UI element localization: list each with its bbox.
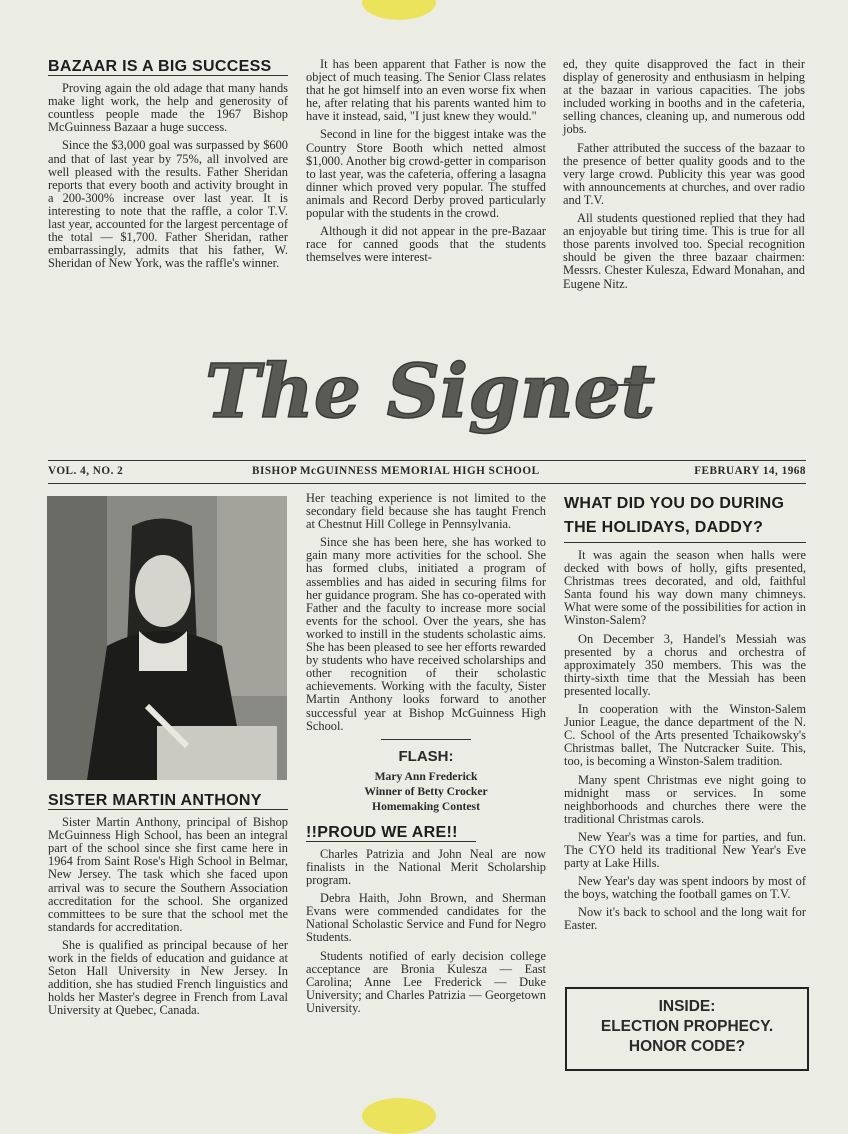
bazaar-headline: BAZAAR IS A BIG SUCCESS [48,60,288,76]
holidays-headline-line2: THE HOLIDAYS, DADDY? [564,516,806,543]
holidays-paragraph: Now it's back to school and the long wait for Easter. [564,905,806,933]
holidays-paragraph: Many spent Christmas eve night going to midnight mass or services. In some neighborhoods and churches there were the traditional Christmas carols. [564,772,806,826]
holidays-headline-line1: WHAT DID YOU DO DURING [564,495,785,512]
bazaar-paragraph: Since the $3,000 goal was surpassed by $600 and that of last year by 75%, all involved are well pleased with the results. Father Sheridan reports that every booth and activity brought in a 200-300% increase over last year. It is interesting to note that the raffle, a color T.V. last year, accounted for the largest percentage of the total — $1,700. Father Sheridan, rather embarrassingly, admits that his father, W. Sheridan of New York, was the raffle's winner. [48,138,288,271]
proud-paragraph: Students notified of early decision college acceptance are Bronia Kulesza — East Carolina; Anne Lee Frederick — Duke University; and Charles Patrizia — Georgetown University. [306,948,546,1015]
sister-column-1 [48,794,288,1023]
sister-paragraph: She is qualified as principal because of her work in the fields of education and guidance at Seton Hall University in New Jersey. In addition, she has studied French linguistics and holds her Master's degree in French from Laval University at Quebec, Canada. [48,937,288,1018]
sister-paragraph: Sister Martin Anthony, principal of Bishop McGuinness High School, has been an integral part of the school since she first came here in 1964 from Saint Rose's High School in Belmar, New Jersey. The task which she faced upon arrival was to secure the Southern Association accreditation for the school. She organized committees to be sure that the school met the standards for accreditation. [48,815,288,934]
bazaar-paragraph: Although it did not appear in the pre-Bazaar race for canned goods that the students themselves were interest- [306,224,546,265]
inside-item: HONOR CODE? [628,1038,746,1055]
bazaar-column-1 [48,60,288,275]
masthead-title: The Signet [204,349,656,435]
divider [381,739,471,740]
bazaar-paragraph: ed, they quite disapproved the fact in their display of generosity and enthusiasm in helping at the bazaar in various capacities. The jobs included working in booths and in the cafeteria, selling chances, cleaning up, and numerous odd jobs. [563,57,805,137]
holidays-paragraph: On December 3, Handel's Messiah was presented by a chorus and orchestra of approximately 350 members. This was the thirty-sixth time that the Messiah has been presented locally. [564,631,806,698]
masthead-logo [200,345,660,445]
holidays-paragraph: New Year's day was spent indoors by most of the boys, watching the football games on T.V. [564,874,806,902]
flash-line: Mary Ann Frederick [374,769,478,783]
bazaar-paragraph: Proving again the old adage that many hands make light work, the help and generosity of countless people made the 1967 Bishop McGuinness Bazaar a huge success. [48,81,288,135]
bazaar-paragraph: Father attributed the success of the bazaar to the presence of better quality goods and to the very large crowd. Publicity this year was good with announcements at churches, and over radio and T.V. [563,140,805,207]
school-name: BISHOP McGUINNESS MEMORIAL HIGH SCHOOL [252,465,540,477]
inside-teaser-box [565,987,809,1071]
sister-photo [47,496,287,780]
sister-column-2 [306,492,546,1020]
binder-hole-top [362,0,436,20]
flash-headline: FLASH: [398,747,454,765]
holidays-paragraph: New Year's was a time for parties, and fun. The CYO held its traditional New Year's Eve party at Lake Hills. [564,829,806,871]
holidays-paragraph: It was again the season when halls were decked with bows of holly, gifts presented, Christmas trees decorated, and old, faithful Santa found his way down many chimneys. What were some of the possibilities for action in Winston-Salem? [564,548,806,628]
bazaar-paragraph: All students questioned replied that they had an enjoyable but tiring time. This is true for all those parents involved too. Special recognition should be given the three bazaar chairmen: Messrs. Chester Kulesza, Edward Monahan, and Eugene Nitz. [563,211,805,291]
proud-paragraph: Debra Haith, John Brown, and Sherman Evans were commended candidates for the National Scholastic Service and Fund for Negro Students. [306,891,546,945]
dateline-bar [48,460,806,484]
proud-paragraph: Charles Patrizia and John Neal are now finalists in the National Merit Scholarship program. [306,846,546,888]
sister-paragraph: Since she has been here, she has worked to gain many more activities for the school. She has formed clubs, initiated a program of assemblies and has aided in securing films for her guidance program. She has co-operated with Father and the faculty to increase more social events for the school. Over the years, she has worked to instill in the students scholastic aims. She has been pleased to see her efforts rewarded by students who have received scholarships and other recognition of their scholastic achievements. Working with the faculty, Sister Martin Anthony looks forward to another successful year at Bishop McGuinness High School. [306,535,546,733]
flash-line: Homemaking Contest [372,799,480,813]
flash-line: Winner of Betty Crocker [364,784,488,798]
bazaar-column-2 [306,58,546,269]
volume-number: VOL. 4, NO. 2 [48,465,124,477]
bazaar-paragraph: It has been apparent that Father is now the object of much teasing. The Senior Class relates that he got himself into an even worse fix when he, after relating that his parents wanted him to have it instead, said, "I just knew they would." [306,57,546,124]
sister-headline: SISTER MARTIN ANTHONY [48,794,288,810]
proud-headline: !!PROUD WE ARE!! [306,826,476,842]
holidays-column [564,492,806,938]
inside-item: ELECTION PROPHECY. [600,1018,774,1035]
issue-date: FEBRUARY 14, 1968 [694,465,806,477]
binder-hole-bottom [362,1098,436,1134]
bazaar-paragraph: Second in line for the biggest intake was the Country Store Booth which netted almost $1,000. Another big crowd-getter in comparison to last year, was the cafeteria, offering a lasagna dinner which proved very popular. The stuffed animals and Record Derby proved particularly popular with the students in the crowd. [306,127,546,221]
inside-label: INSIDE: [658,998,716,1015]
sister-paragraph: Her teaching experience is not limited to the secondary field because she has taught French at Chestnut Hill College in Pennsylvania. [306,491,546,532]
bazaar-column-3 [563,58,805,296]
holidays-paragraph: In cooperation with the Winston-Salem Junior League, the dance department of the N. C. School of the Arts presented Tchaikowsky's Christmas ballet, The Nutcracker Suite. This, too, is becoming a Winston-Salem tradition. [564,702,806,769]
